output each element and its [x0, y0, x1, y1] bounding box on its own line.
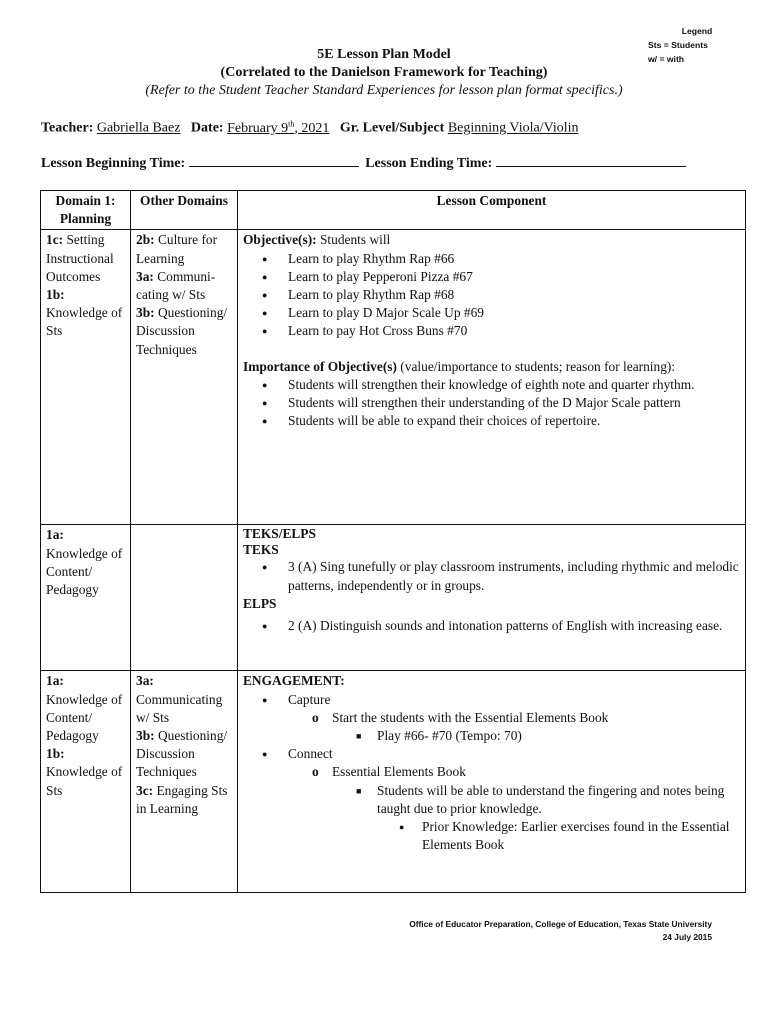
- engagement-heading: ENGAGEMENT:: [243, 673, 345, 689]
- page-title: 5E Lesson Plan Model: [317, 47, 451, 62]
- importance-label: Importance of Objective(s): [243, 358, 397, 374]
- legend-title: Legend: [681, 26, 713, 36]
- teks-elps-heading: TEKS/ELPS: [243, 526, 316, 542]
- teks-heading: TEKS: [243, 542, 279, 558]
- list-item: o Start the students with the Essential Elements Book: [243, 709, 740, 727]
- list-item: ● Students will be able to expand their choices of repertoire.: [243, 412, 740, 430]
- list-item: ● Learn to play Rhythm Rap #68: [243, 286, 740, 304]
- table-row: [41, 525, 746, 671]
- objectives-label: Objective(s):: [243, 232, 317, 248]
- footer: [409, 918, 712, 944]
- date-label: Date:: [190, 120, 224, 136]
- list-item: ■ Play #66- #70 (Tempo: 70): [243, 727, 740, 745]
- begin-time-label: Lesson Beginning Time:: [41, 156, 186, 171]
- objectives-cell: Objective(s): Students will ● Learn to play Rhythm Rap #66 ● Learn to play Pepperoni Pizza #67 ● Learn to play Rhythm Rap #68 ● Learn to play D Major Scale Up #69 ● Learn to pay Hot Cross Buns #70 Importance of Objective(s) (value/importance to students; reason for learning): ● Students will strengthen their knowledge of eighth note and quarter rhythm. ● Students will strengthen their understanding of the D Major Scale pattern ● Students will be able to expand their choices of repertoire.: [238, 230, 746, 525]
- teacher-label: Teacher:: [41, 120, 94, 136]
- teacher-info-line: [41, 119, 579, 137]
- header-domain1: Domain 1: Planning: [41, 191, 131, 230]
- header-other-domains: Other Domains: [131, 191, 238, 230]
- list-item: ● Prior Knowledge: Earlier exercises found in the Essential Elements Book: [243, 818, 740, 854]
- teacher-name: Gabriella Baez: [96, 120, 181, 136]
- objectives-list: [243, 250, 740, 341]
- list-item: ● Students will strengthen their understanding of the D Major Scale pattern: [243, 394, 740, 412]
- list-item: o Essential Elements Book: [243, 763, 740, 781]
- list-item: ● Capture: [243, 691, 740, 709]
- list-item: ● Learn to play Rhythm Rap #66: [243, 250, 740, 268]
- domain1-cell: 1a: Knowledge of Content/ Pedagogy: [41, 525, 131, 671]
- legend-item: w/ = with: [648, 54, 685, 64]
- legend-item: Sts = Students: [648, 40, 708, 50]
- date-value: February 9th, 2021: [227, 119, 330, 136]
- lesson-time-line: [41, 154, 686, 172]
- list-item: ● Learn to play Pepperoni Pizza #67: [243, 268, 740, 286]
- page-subtitle: (Correlated to the Danielson Framework for Teaching): [220, 65, 548, 80]
- list-item: ■ Students will be able to understand the fingering and notes being taught due to prior knowledge.: [243, 782, 740, 818]
- teks-cell: [238, 525, 746, 671]
- domain1-cell: 1a: Knowledge of Content/ Pedagogy 1b: Knowledge of Sts: [41, 671, 131, 893]
- lesson-plan-table: [40, 190, 746, 893]
- level-value: Beginning Viola/Violin: [447, 120, 579, 136]
- elps-heading: ELPS: [243, 595, 277, 611]
- list-item: ● Connect: [243, 745, 740, 763]
- list-item: ● Learn to play D Major Scale Up #69: [243, 304, 740, 322]
- header-lesson-component: Lesson Component: [238, 191, 746, 230]
- engagement-cell: [238, 671, 746, 893]
- other-domains-cell: [131, 525, 238, 671]
- other-domains-cell: 2b: Culture for Learning 3a: Communi-cating w/ Sts 3b: Questioning/ Discussion Techniques: [131, 230, 238, 525]
- list-item: ● Students will strengthen their knowledge of eighth note and quarter rhythm.: [243, 376, 740, 394]
- list-item: ● Learn to pay Hot Cross Buns #70: [243, 322, 740, 340]
- footer-office: Office of Educator Preparation, College of Education, Texas State University: [409, 919, 712, 929]
- list-item: ● 3 (A) Sing tunefully or play classroom instruments, including rhythmic and melodic patterns, independently or in groups.: [243, 558, 740, 594]
- footer-date: 24 July 2015: [662, 932, 712, 942]
- level-label: Gr. Level/Subject: [339, 120, 445, 136]
- domain1-cell: 1c: Setting Instructional Outcomes 1b: Knowledge of Sts: [41, 230, 131, 525]
- importance-list: [243, 376, 740, 431]
- table-row: [41, 671, 746, 893]
- table-header-row: [41, 191, 746, 230]
- end-time-label: Lesson Ending Time:: [365, 156, 493, 171]
- list-item: ● 2 (A) Distinguish sounds and intonation patterns of English with increasing ease.: [243, 616, 740, 636]
- end-time-blank: [496, 154, 686, 167]
- table-row: [41, 230, 746, 525]
- other-domains-cell: 3a: Communicating w/ Sts 3b: Questioning/ Discussion Techniques 3c: Engaging Sts in Learning: [131, 671, 238, 893]
- begin-time-blank: [189, 154, 359, 167]
- page-note: (Refer to the Student Teacher Standard Experiences for lesson plan format specifics.): [145, 83, 623, 98]
